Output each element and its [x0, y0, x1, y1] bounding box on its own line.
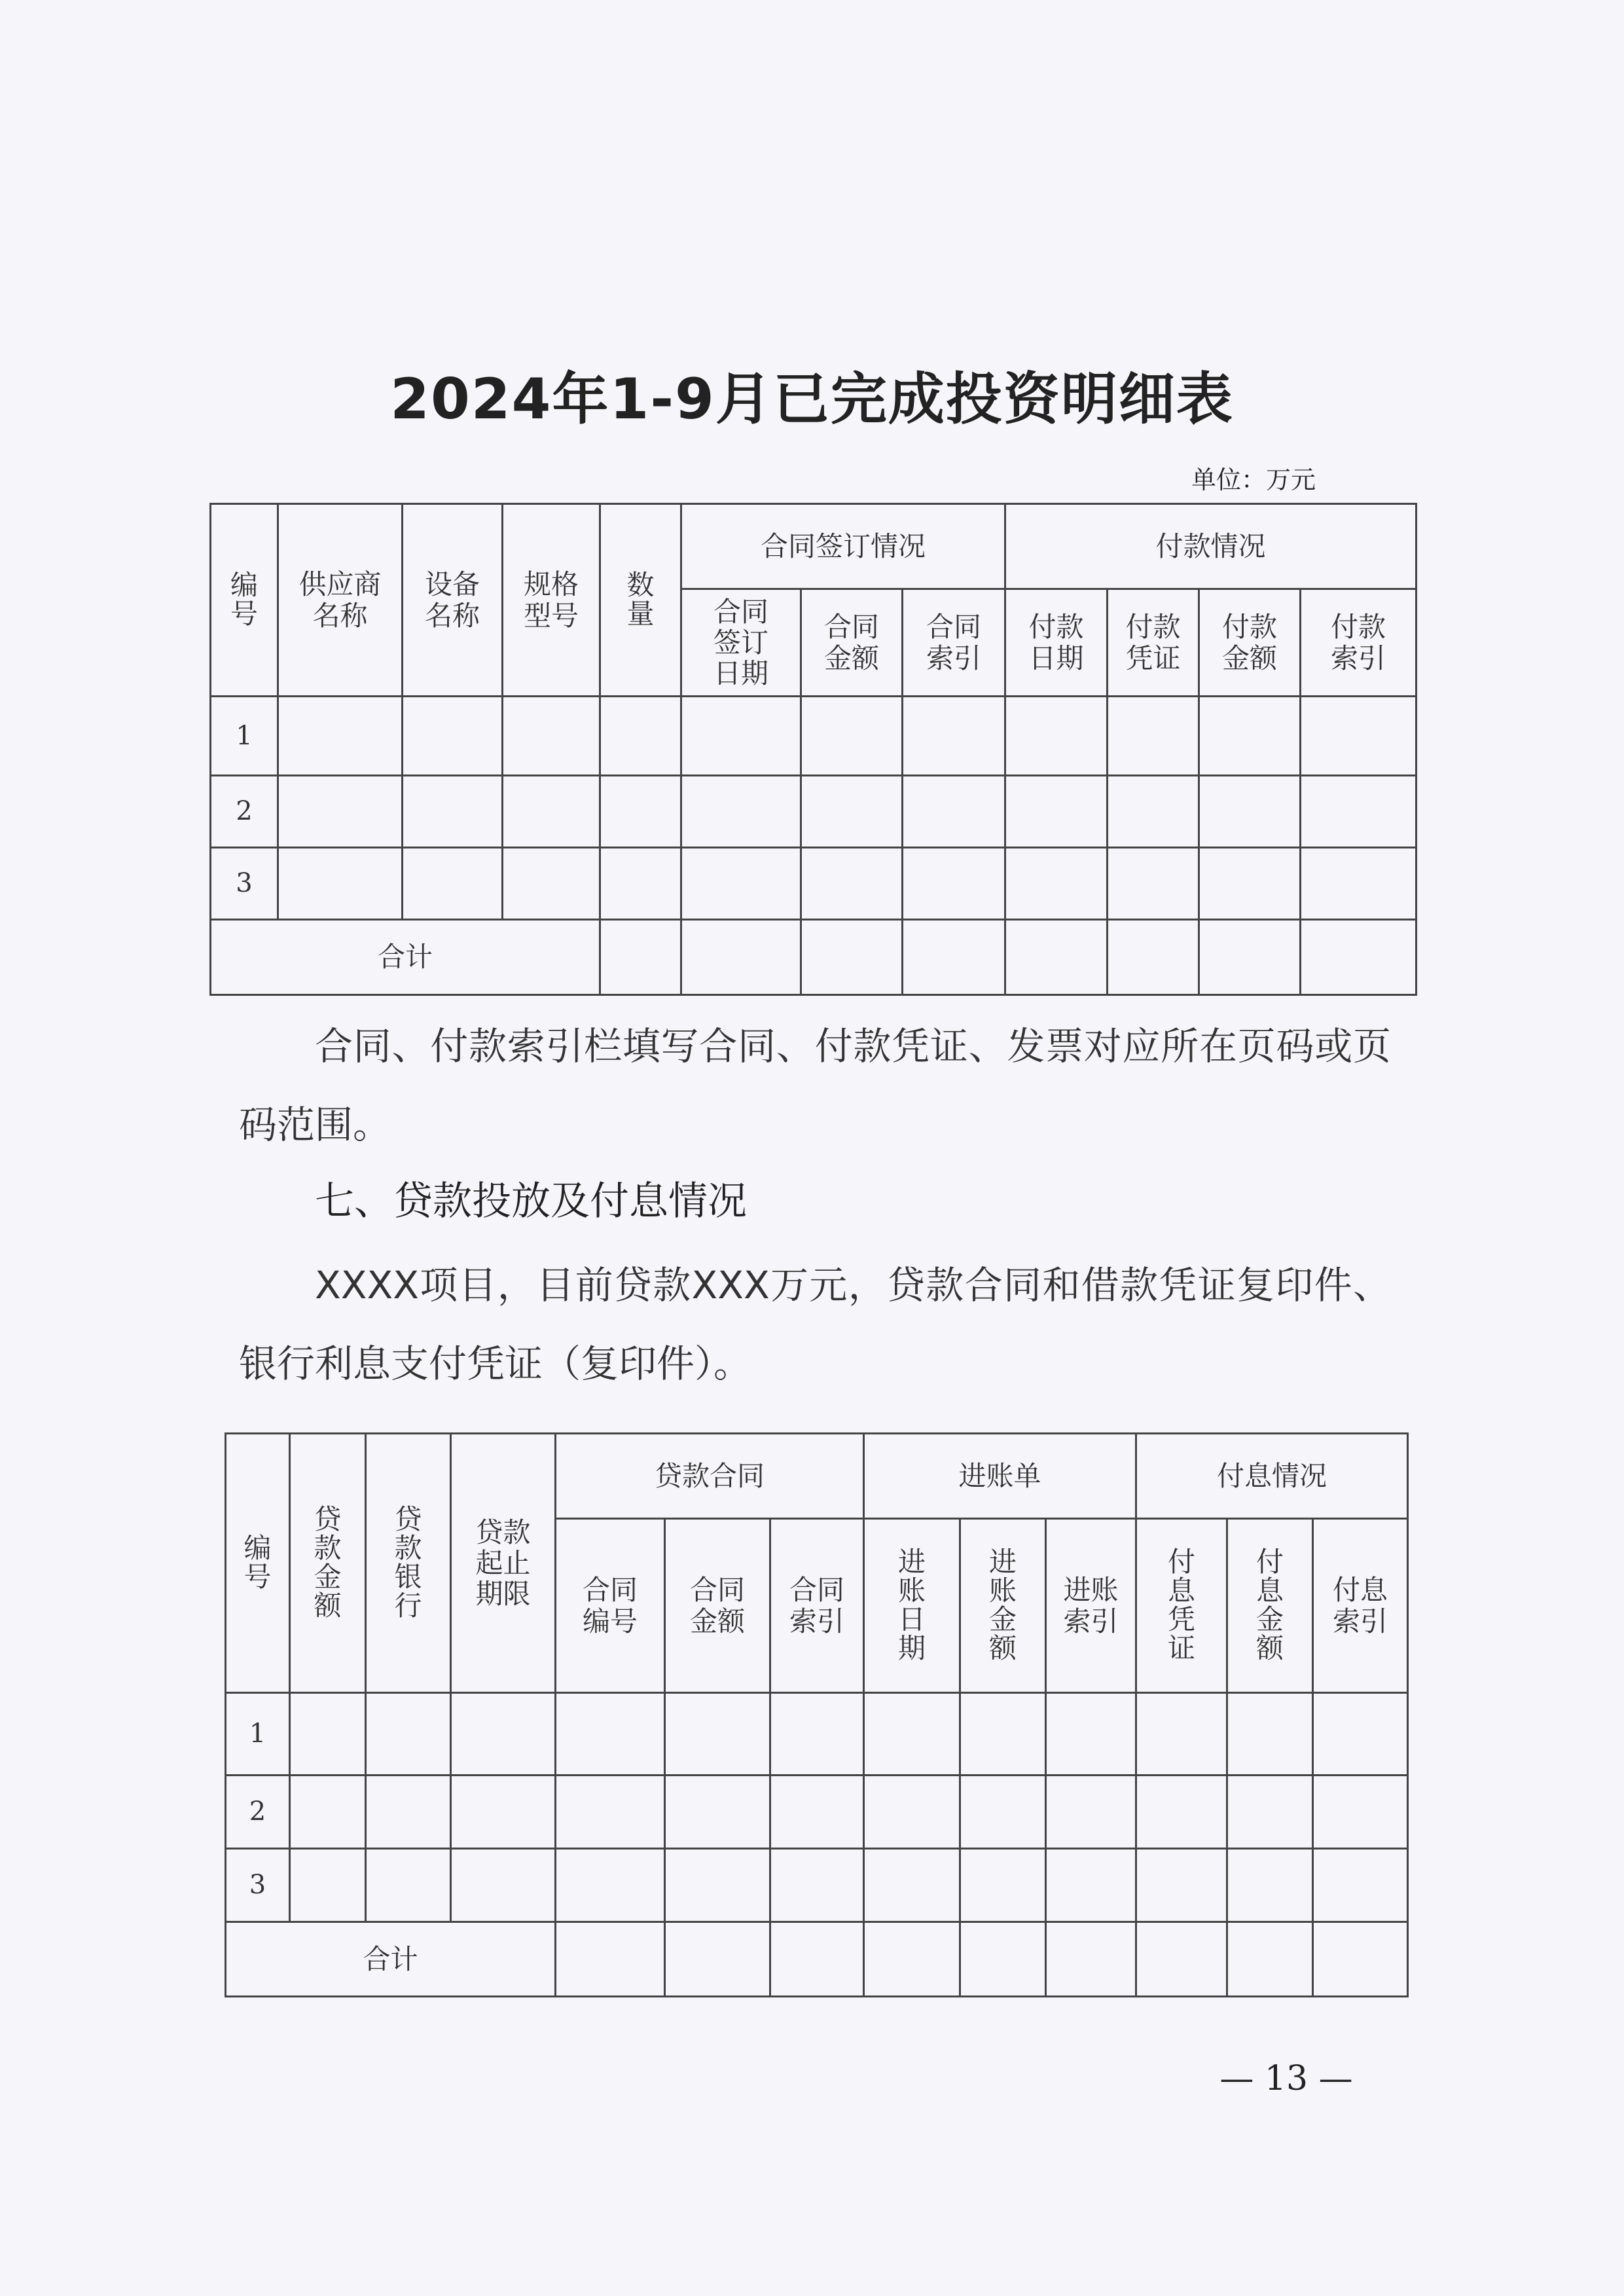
- header-deposit-index: 进账索引: [1046, 1519, 1136, 1693]
- header-contract-index: 合同索引: [903, 589, 1005, 697]
- section-body: XXXX项目，目前贷款XXX万元，贷款合同和借款凭证复印件、银行利息支付凭证（复印件）。: [239, 1263, 1391, 1386]
- header-payment-voucher: 付款凭证: [1108, 589, 1199, 697]
- row-number: 1: [211, 697, 278, 776]
- table-note: 合同、付款索引栏填写合同、付款凭证、发票对应所在页码或页码范围。: [239, 1024, 1391, 1147]
- row-number: 2: [211, 776, 278, 848]
- header-payment-date: 付款日期: [1005, 589, 1108, 697]
- row-number: 1: [226, 1693, 290, 1776]
- table-row: [226, 1693, 1408, 1776]
- header-contract-index: 合同索引: [770, 1519, 864, 1693]
- header-spec: 规格型号: [503, 504, 600, 697]
- page-title: 2024年1-9月已完成投资明细表: [390, 367, 1234, 432]
- header-deposit-group: 进账单: [864, 1434, 1136, 1519]
- header-deposit-date: 进账日期: [864, 1519, 960, 1693]
- investment-detail-table: [209, 503, 1417, 996]
- table-row: [211, 776, 1416, 848]
- row-number: 3: [226, 1849, 290, 1922]
- header-loan-bank: 贷款银行: [366, 1434, 451, 1693]
- row-number: 3: [211, 848, 278, 920]
- header-id: 编号: [211, 504, 278, 697]
- header-loan-period: 贷款起止期限: [451, 1434, 556, 1693]
- loan-interest-table: [225, 1432, 1409, 1997]
- header-payment-amount: 付款金额: [1199, 589, 1301, 697]
- header-contract-amount: 合同金额: [801, 589, 903, 697]
- table-row: [226, 1776, 1408, 1849]
- total-label: 合计: [211, 920, 600, 995]
- header-contract-amount: 合同金额: [665, 1519, 770, 1693]
- section-heading: 七、贷款投放及付息情况: [315, 1178, 747, 1224]
- total-label: 合计: [226, 1922, 556, 1997]
- header-qty: 数量: [600, 504, 681, 697]
- table-row: [211, 848, 1416, 920]
- unit-label: 单位：万元: [1191, 465, 1316, 494]
- header-id: 编号: [226, 1434, 290, 1693]
- header-deposit-amount: 进账金额: [960, 1519, 1046, 1693]
- header-contract-date: 合同签订日期: [681, 589, 801, 697]
- header-interest-group: 付息情况: [1136, 1434, 1408, 1519]
- table-row: [226, 1849, 1408, 1922]
- header-contract-group: 合同签订情况: [681, 504, 1005, 589]
- header-interest-voucher: 付息凭证: [1136, 1519, 1227, 1693]
- header-loan-amount: 贷款金额: [290, 1434, 366, 1693]
- header-interest-amount: 付息金额: [1227, 1519, 1313, 1693]
- header-payment-index: 付款索引: [1301, 589, 1416, 697]
- header-supplier: 供应商名称: [278, 504, 403, 697]
- total-row: [211, 920, 1416, 995]
- header-payment-group: 付款情况: [1005, 504, 1416, 589]
- header-interest-index: 付息索引: [1313, 1519, 1408, 1693]
- header-contract-no: 合同编号: [556, 1519, 665, 1693]
- table-row: [211, 697, 1416, 776]
- page-number: — 13 —: [1219, 2059, 1353, 2098]
- total-row: [226, 1922, 1408, 1997]
- header-loan-contract-group: 贷款合同: [556, 1434, 864, 1519]
- header-equipment: 设备名称: [403, 504, 503, 697]
- row-number: 2: [226, 1776, 290, 1849]
